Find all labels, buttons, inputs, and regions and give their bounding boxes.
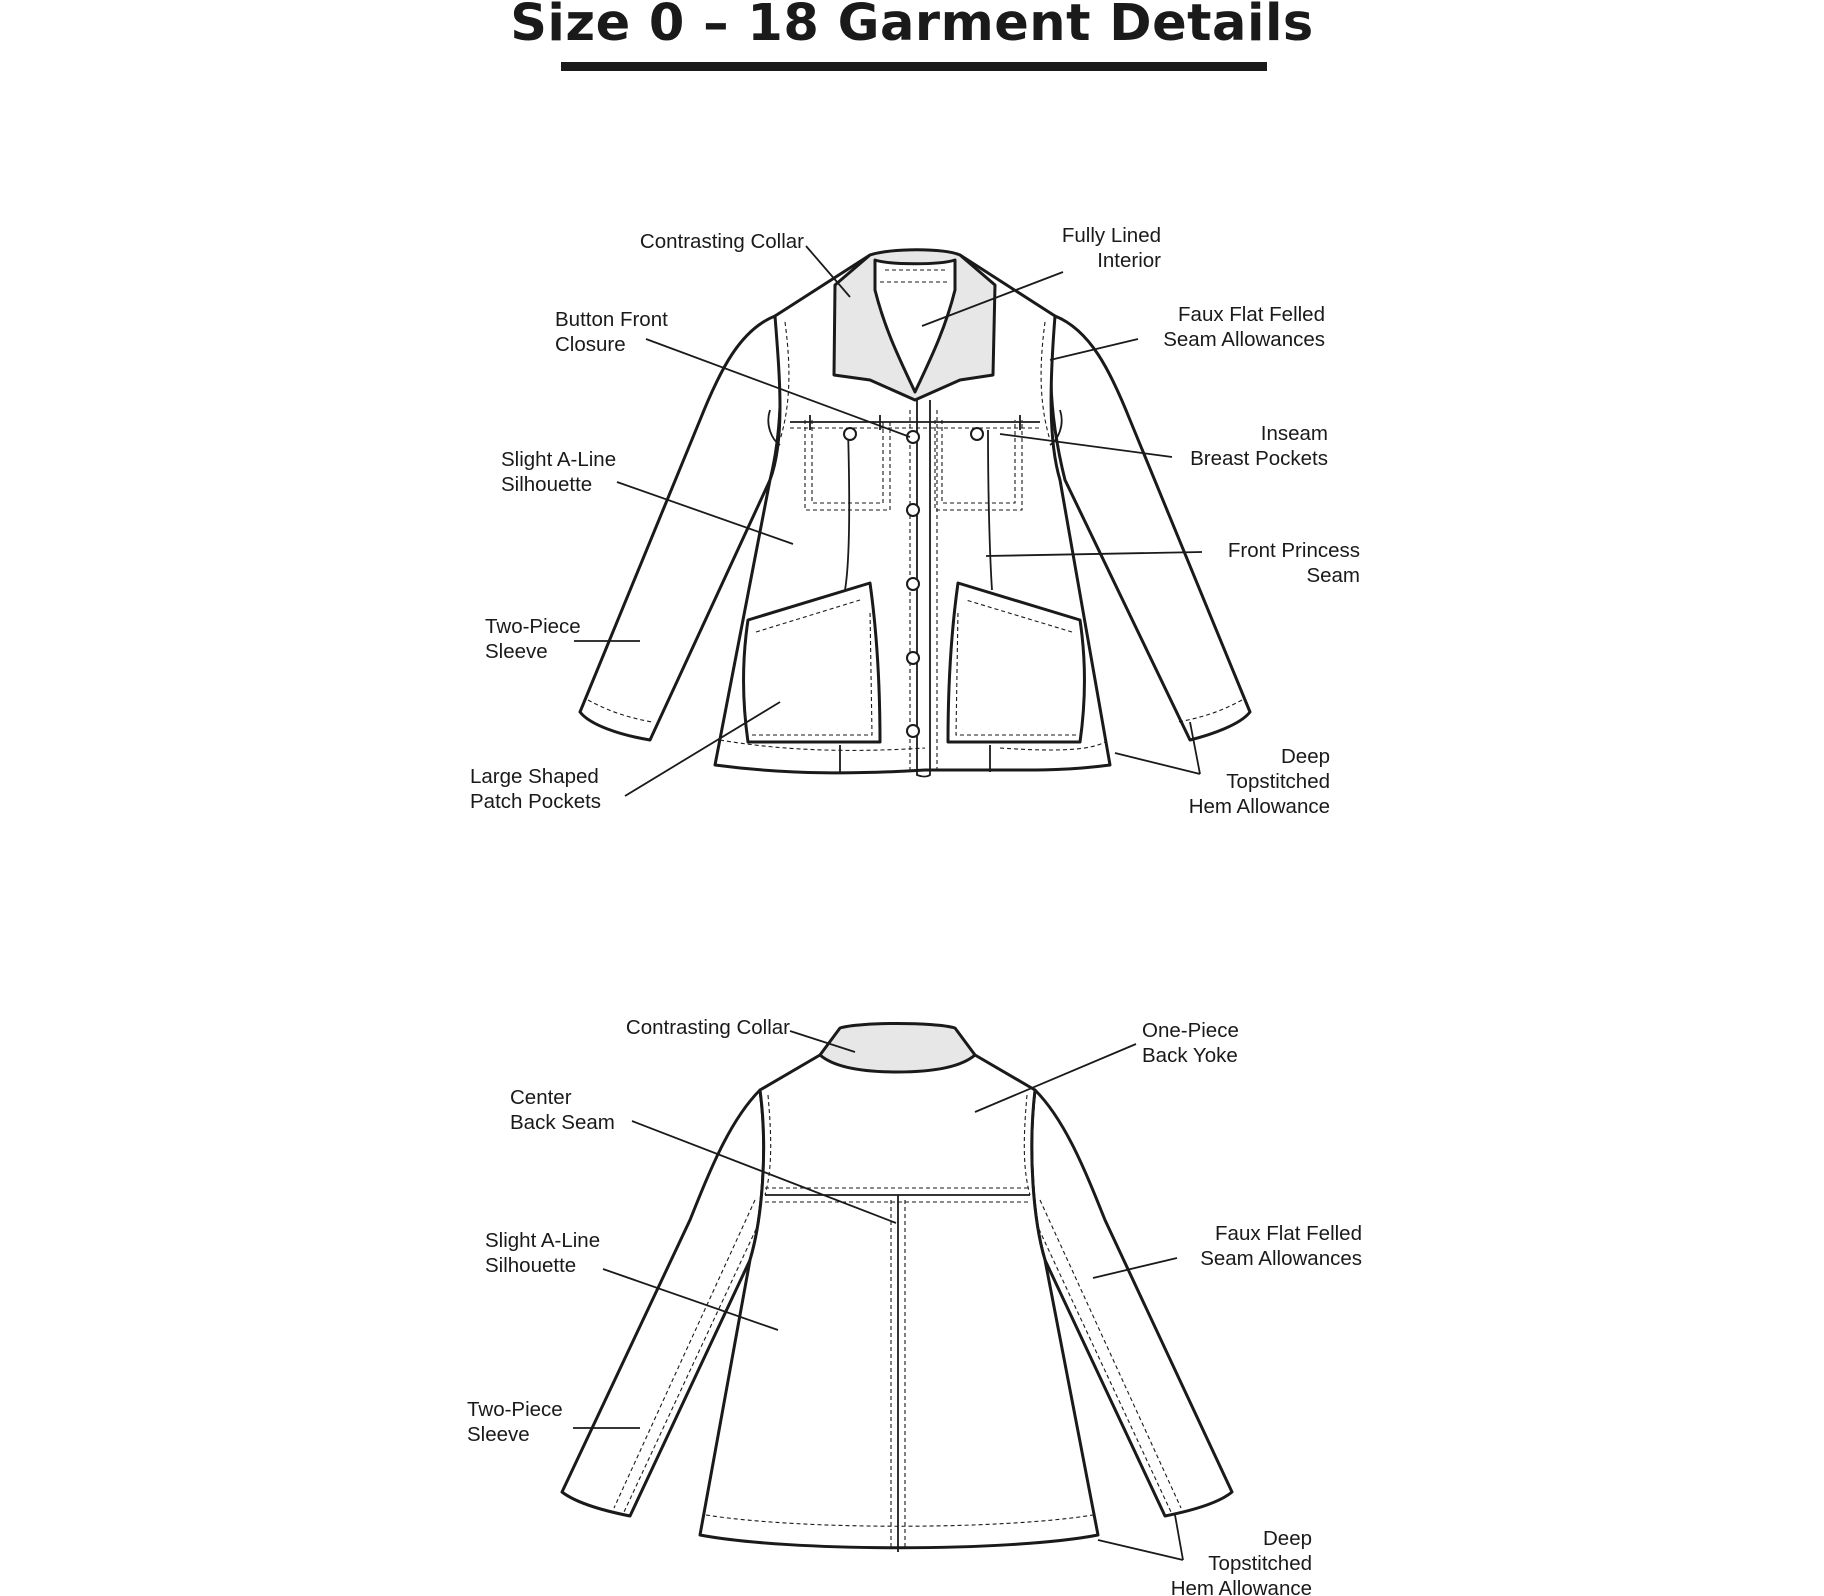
back-label-one-piece: One-Piece bbox=[1142, 1019, 1239, 1042]
svg-text:CenterBack Seam bbox=[510, 1086, 615, 1134]
svg-text:Two-PieceSleeve bbox=[485, 615, 581, 663]
label-two-piece: Two-Piece bbox=[485, 615, 581, 638]
svg-text:Contrasting Collar bbox=[640, 230, 804, 253]
svg-text:DeepTopstitchedHem Allowance bbox=[1171, 1527, 1312, 1596]
svg-text:Button FrontClosure bbox=[555, 308, 668, 356]
label-inseam: Inseam bbox=[1260, 422, 1328, 445]
back-label-contrasting-collar: Contrasting Collar bbox=[625, 1016, 790, 1039]
back-label-hem-allowance: Hem Allowance bbox=[1170, 1577, 1312, 1596]
label-closure: Closure bbox=[555, 333, 626, 356]
back-label-back-yoke: Back Yoke bbox=[1142, 1044, 1238, 1067]
label-contrasting-collar: Contrasting Collar bbox=[639, 230, 804, 253]
back-jacket-illustration bbox=[562, 1024, 1232, 1553]
back-label-back-seam: Back Seam bbox=[510, 1111, 615, 1134]
back-label-topstitched: Topstitched bbox=[1208, 1552, 1312, 1575]
svg-text:Contrasting Collar bbox=[626, 1016, 790, 1039]
label-patch-pockets: Patch Pockets bbox=[470, 790, 602, 813]
back-label-center: Center bbox=[510, 1086, 572, 1109]
svg-text:Front PrincessSeam bbox=[1228, 539, 1360, 587]
svg-text:One-PieceBack Yoke bbox=[1142, 1019, 1239, 1067]
back-label-slight-a-line: Slight A-Line bbox=[485, 1229, 601, 1252]
label-faux-flat-felled: Faux Flat Felled bbox=[1178, 303, 1325, 326]
back-label-deep: Deep bbox=[1262, 1527, 1312, 1550]
svg-text:Two-PieceSleeve bbox=[467, 1398, 563, 1446]
svg-text:Faux Flat FelledSeam Allowance bbox=[1163, 303, 1325, 351]
back-label-sleeve: Sleeve bbox=[467, 1423, 530, 1446]
svg-text:InseamBreast Pockets bbox=[1190, 422, 1328, 470]
label-seam-allowances: Seam Allowances bbox=[1163, 328, 1325, 351]
label-interior: Interior bbox=[1097, 249, 1161, 272]
back-label-faux-flat-felled: Faux Flat Felled bbox=[1215, 1222, 1362, 1245]
label-topstitched: Topstitched bbox=[1226, 770, 1330, 793]
svg-text:DeepTopstitchedHem Allowance bbox=[1189, 745, 1330, 818]
label-seam: Seam bbox=[1306, 564, 1360, 587]
label-large-shaped: Large Shaped bbox=[470, 765, 599, 788]
back-label-two-piece: Two-Piece bbox=[467, 1398, 563, 1421]
back-label-seam-allowances: Seam Allowances bbox=[1200, 1247, 1362, 1270]
label-button-front: Button Front bbox=[555, 308, 668, 331]
back-label-silhouette: Silhouette bbox=[485, 1254, 577, 1277]
label-silhouette: Silhouette bbox=[501, 473, 593, 496]
label-deep: Deep bbox=[1280, 745, 1330, 768]
label-sleeve: Sleeve bbox=[485, 640, 548, 663]
page-title: Size 0 – 18 Garment Details bbox=[510, 0, 1314, 53]
svg-text:Slight A-LineSilhouette bbox=[501, 448, 616, 496]
label-slight-a-line: Slight A-Line bbox=[501, 448, 617, 471]
label-hem-allowance: Hem Allowance bbox=[1188, 795, 1330, 818]
svg-text:Faux Flat FelledSeam Allowance bbox=[1200, 1222, 1362, 1270]
svg-text:Slight A-LineSilhouette bbox=[485, 1229, 600, 1277]
label-fully-lined: Fully Lined bbox=[1061, 224, 1161, 247]
label-breast-pockets: Breast Pockets bbox=[1190, 447, 1328, 470]
svg-text:Fully LinedInterior bbox=[1062, 224, 1161, 272]
svg-text:Large ShapedPatch Pockets bbox=[470, 765, 601, 813]
label-front-princess: Front Princess bbox=[1227, 539, 1360, 562]
front-jacket-illustration bbox=[580, 250, 1250, 777]
